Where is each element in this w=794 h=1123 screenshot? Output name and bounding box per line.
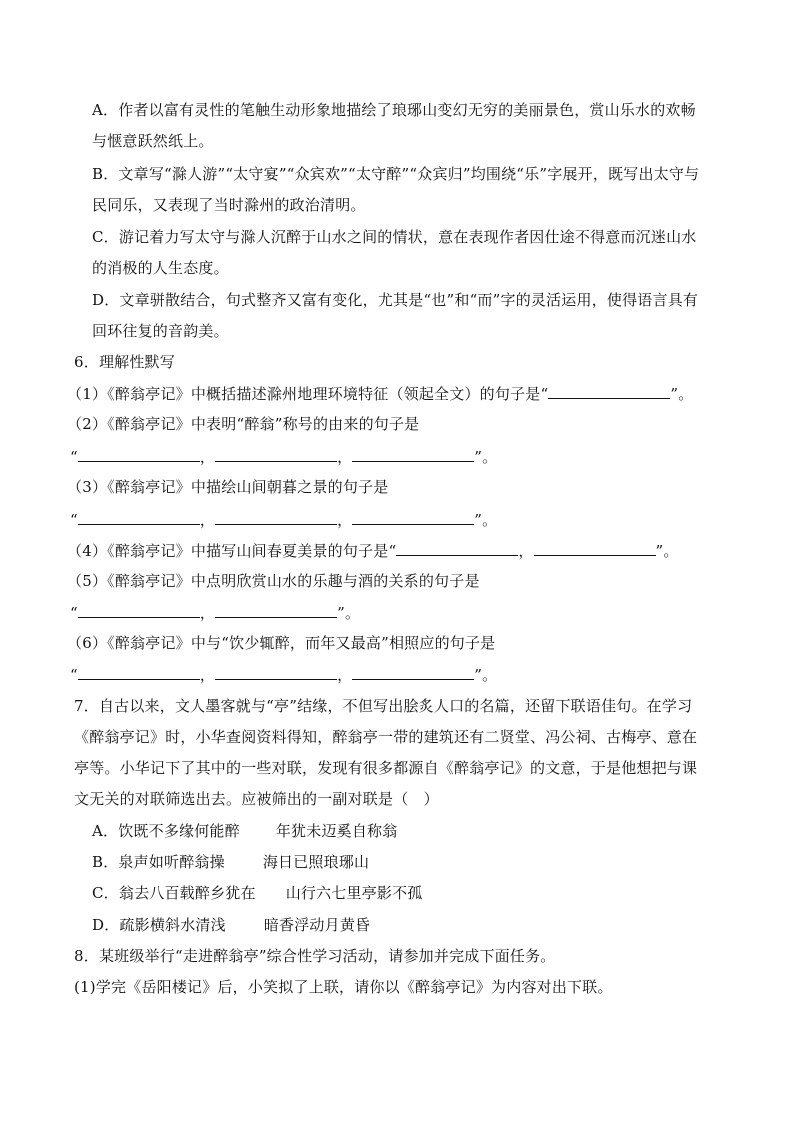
q7-option-a-lower: 年犹未迈奚自称翁 [275,822,398,840]
comma: ， [199,604,216,622]
comma: ， [337,511,353,529]
close-quote: ”。 [474,511,498,529]
q7-option-b[interactable] [92,852,369,872]
answer-blank[interactable] [352,664,474,680]
comma: ， [199,448,216,466]
q6-item-6-prompt: （6）《醉翁亭记》中与“饮少辄醉，而年又最高”相照应的句子是 [67,634,496,652]
q7-option-d[interactable] [92,915,370,935]
answer-blank[interactable] [215,446,337,462]
answer-blank[interactable] [215,664,337,680]
close-quote: ”。 [655,542,679,560]
answer-blank[interactable] [215,602,337,618]
q7-option-a-upper: A．饮既不多缘何能醉 [92,822,240,840]
open-quote: “ [70,511,78,529]
q6-item-3-blanks [70,509,497,530]
q5-option-b-line2: 民同乐，又表现了当时滁州的政治清明。 [92,196,366,214]
q7-stem-line1: 7．自古以来，文人墨客就与“亭”结缘，不但写出脍炙人口的名篇，还留下联语佳句。在学习 [74,697,693,715]
q8-subquestion-1: (1)学完《岳阳楼记》后，小笑拟了上联，请你以《醉翁亭记》为内容对出下联。 [74,978,613,996]
q6-item-1-end: ”。 [670,385,694,403]
answer-blank[interactable] [78,602,200,618]
q5-option-c-line1: C．游记着力写太守与滁人沉醉于山水之间的情状，意在表现作者因仕途不得意而沉迷山水 [92,228,697,246]
q5-option-a-line1: A．作者以富有灵性的笔触生动形象地描绘了琅琊山变幻无穷的美丽景色，赏山乐水的欢畅 [92,101,696,119]
q8-title: 8．某班级举行“走进醉翁亭”综合性学习活动，请参加并完成下面任务。 [74,947,556,965]
answer-blank[interactable] [78,664,200,680]
q7-stem-line3: 亭等。小华记下了其中的一些对联，发现有很多都源自《醉翁亭记》的文意，于是他想把与课 [74,759,698,777]
q6-item-2-blanks [70,446,497,467]
open-quote: “ [70,448,78,466]
answer-blank[interactable] [78,446,200,462]
q5-option-b-line1: B．文章写“滁人游”“太守宴”“众宾欢”“太守醉”“众宾归”均围绕“乐”字展开，既写出太守与 [92,165,700,183]
q7-option-c-lower: 山行六七里亭影不孤 [285,884,423,902]
answer-blank[interactable] [352,509,474,525]
answer-blank[interactable] [396,540,518,556]
q6-item-4-prompt: （4）《醉翁亭记》中描写山间春夏美景的句子是“ [67,542,397,560]
q6-item-5-blanks [70,602,360,623]
comma: ， [199,666,216,684]
q6-item-5-prompt: （5）《醉翁亭记》中点明欣赏山水的乐趣与酒的关系的句子是 [67,572,480,590]
open-quote: “ [70,604,78,622]
answer-blank[interactable] [215,509,337,525]
q7-option-b-upper: B．泉声如听醉翁操 [92,853,225,871]
comma: ， [518,542,534,560]
answer-blank[interactable] [78,509,200,525]
q6-item-1-prompt: （1）《醉翁亭记》中概括描述滁州地理环境特征（领起全文）的句子是“ [67,385,549,403]
close-quote: ”。 [474,666,498,684]
q6-item-1 [67,383,693,404]
q7-option-a[interactable] [92,821,397,841]
close-quote: ”。 [474,448,498,466]
q6-item-3-prompt: （3）《醉翁亭记》中描绘山间朝暮之景的句子是 [67,478,389,496]
q7-option-d-lower: 暗香浮动月黄昏 [263,916,371,934]
q7-option-b-lower: 海日已照琅琊山 [262,853,370,871]
q6-item-2-prompt: （2）《醉翁亭记》中表明“醉翁”称号的由来的句子是 [67,415,420,433]
q5-option-d-line2: 回环往复的音韵美。 [92,322,229,340]
q6-item-4 [67,540,679,561]
answer-blank[interactable] [352,446,474,462]
q6-title: 6．理解性默写 [74,353,175,371]
q5-option-d-line1: D．文章骈散结合，句式整齐又富有变化，尤其是“也”和“而”字的灵活运用，使得语言具有 [92,291,699,309]
q7-stem-line2: 《醉翁亭记》时，小华查阅资料得知，醉翁亭一带的建筑还有二贤堂、冯公祠、古梅亭、意在 [74,728,698,746]
comma: ， [337,448,353,466]
q5-option-c-line2: 的消极的人生态度。 [92,259,229,277]
comma: ， [337,666,353,684]
answer-blank[interactable] [548,383,670,399]
comma: ， [199,511,216,529]
close-quote: ”。 [337,604,361,622]
q6-item-6-blanks [70,664,497,685]
q7-option-d-upper: D．疏影横斜水清浅 [92,916,226,934]
open-quote: “ [70,666,78,684]
q7-stem-line4: 文无关的对联筛选出去。应被筛出的一副对联是（ ） [74,790,439,808]
q5-option-a-line2: 与惬意跃然纸上。 [92,132,214,150]
q7-option-c[interactable] [92,883,423,903]
answer-blank[interactable] [534,540,656,556]
q7-option-c-upper: C．翁去八百载醉乡犹在 [92,884,256,902]
